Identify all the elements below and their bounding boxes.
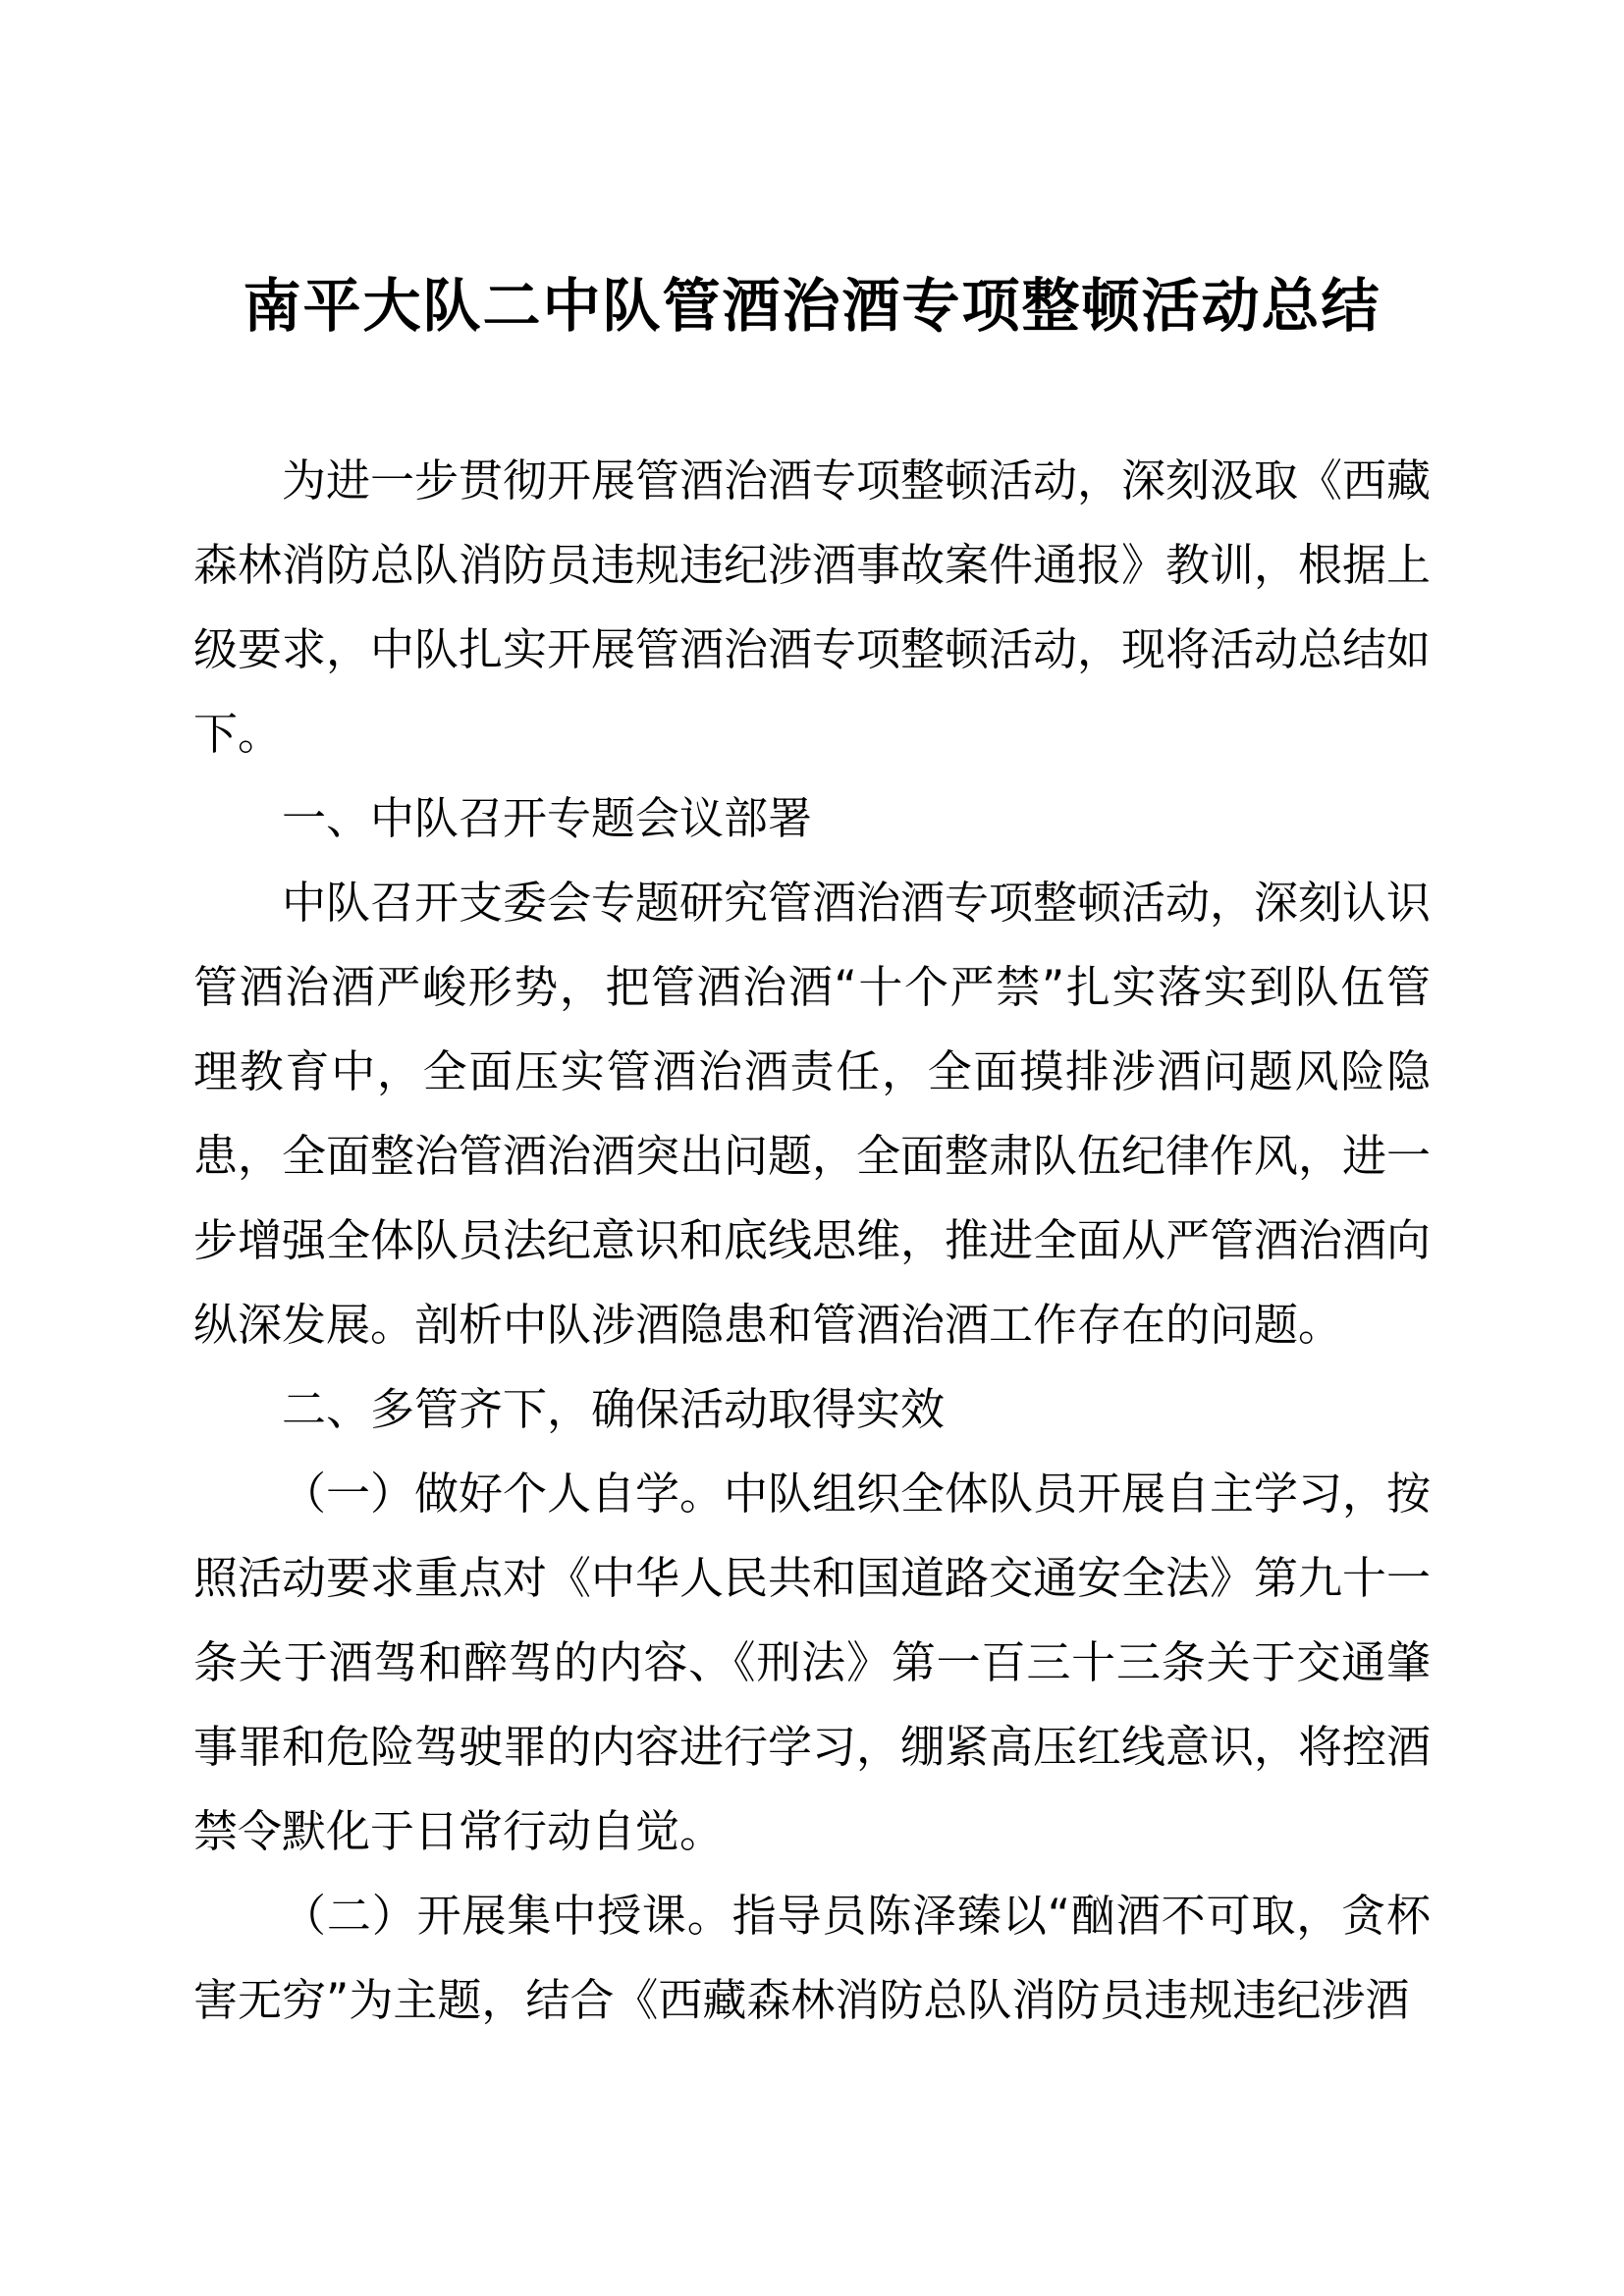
- document-title: 南平大队二中队管酒治酒专项整顿活动总结: [243, 272, 1381, 340]
- paragraph-section-1-body: 中队召开支委会专题研究管酒治酒专项整顿活动，深刻认识管酒治酒严峻形势，把管酒治酒“十个严禁”扎实落实到队伍管理教育中，全面压实管酒治酒责任，全面摸排涉酒问题风险隐患，全面整治管酒治酒突出问题，全面整肃队伍纪律作风，进一步增强全体队员法纪意识和底线思维，推进全面从严管酒治酒向纵深发展。剖析中队涉酒隐患和管酒治酒工作存在的问题。: [193, 877, 1432, 1351]
- section-heading-1: 一、中队召开专题会议部署: [282, 792, 813, 844]
- paragraph-intro: 为进一步贯彻开展管酒治酒专项整顿活动，深刻汲取《西藏森林消防总队消防员违规违纪涉酒事故案件通报》教训，根据上级要求，中队扎实开展管酒治酒专项整顿活动，现将活动总结如下。: [193, 454, 1432, 760]
- paragraph-subitem-2-truncated: （二）开展集中授课。指导员陈泽臻以“酗酒不可取，贪杯害无穷”为主题，结合《西藏森林消防总队消防员违规违纪涉酒: [193, 1890, 1431, 2026]
- section-heading-2: 二、多管齐下，确保活动取得实效: [282, 1383, 946, 1435]
- document-body: [0, 350, 1624, 2043]
- paragraph-subitem-1: （一）做好个人自学。中队组织全体队员开展自主学习，按照活动要求重点对《中华人民共和国道路交通安全法》第九十一条关于酒驾和醉驾的内容、《刑法》第一百三十三条关于交通肇事罪和危险驾驶罪的内容进行学习，绷紧高压红线意识，将控酒禁令默化于日常行动自觉。: [193, 1468, 1432, 1857]
